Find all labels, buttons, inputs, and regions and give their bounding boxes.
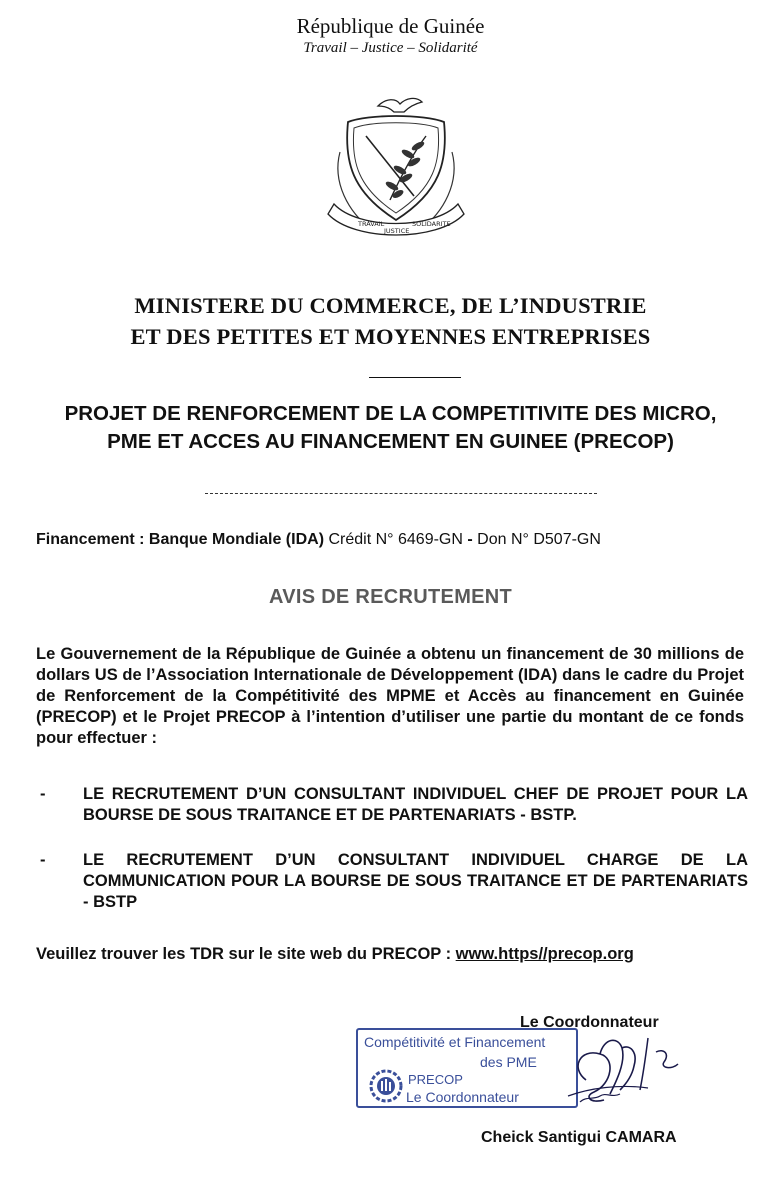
notice-intro: Le Gouvernement de la République de Guinée a obtenu un financement de 30 millions de dollars US de l’Association Internationale de Développement (IDA) dans le cadre du Projet de Renforcement de la Compétitivité des MPME et Accès au financement en Guinée (PRECOP) et le Projet PRECOP à l’intention d’utiliser une partie du montant de ce fonds pour effectuer : bbox=[36, 645, 744, 747]
ministry-line-1: MINISTERE DU COMMERCE, DE L’INDUSTRIE bbox=[134, 293, 647, 318]
ministry-line-2: ET DES PETITES ET MOYENNES ENTREPRISES bbox=[130, 324, 651, 349]
dashed-divider bbox=[205, 493, 597, 494]
official-stamp bbox=[356, 1028, 578, 1108]
list-item bbox=[40, 850, 748, 913]
project-heading bbox=[0, 400, 781, 456]
republic-heading: République de Guinée bbox=[296, 14, 485, 38]
list-dash: - bbox=[40, 851, 46, 869]
national-motto: Travail – Justice – Solidarité bbox=[303, 40, 478, 56]
svg-text:JUSTICE: JUSTICE bbox=[384, 227, 410, 235]
list-item-text: LE RECRUTEMENT D’UN CONSULTANT INDIVIDUEL CHARGE DE LA COMMUNICATION POUR LA BOURSE DE SOUS TRAITANCE ET DE PARTENARIATS - BSTP bbox=[83, 851, 748, 911]
svg-text:SOLIDARITE: SOLIDARITE bbox=[412, 220, 451, 228]
ministry-heading bbox=[0, 290, 781, 352]
svg-text:TRAVAIL: TRAVAIL bbox=[358, 220, 385, 228]
coat-of-arms-icon bbox=[318, 92, 474, 252]
financing-line bbox=[36, 531, 601, 549]
coordinator-title: Le Coordonnateur bbox=[520, 1014, 659, 1031]
tdr-text: Veuillez trouver les TDR sur le site web du PRECOP : bbox=[36, 945, 452, 963]
stamp-line-1: Compétitivité et Financement bbox=[364, 1034, 546, 1050]
list-item-text: LE RECRUTEMENT D’UN CONSULTANT INDIVIDUEL CHEF DE PROJET POUR LA BOURSE DE SOUS TRAITANCE ET DE PARTENARIATS - BSTP. bbox=[83, 785, 748, 824]
financing-label: Financement : Banque Mondiale (IDA) bbox=[36, 531, 325, 548]
stamp-line-4: Le Coordonnateur bbox=[406, 1089, 519, 1105]
precop-website-link[interactable]: www.https//precop.org bbox=[455, 945, 634, 963]
divider bbox=[369, 377, 461, 378]
handwritten-signature-icon bbox=[560, 1018, 700, 1128]
stamp-line-3: PRECOP bbox=[408, 1072, 463, 1087]
credit-number: Crédit N° 6469-GN bbox=[328, 531, 463, 548]
coordinator-name: Cheick Santigui CAMARA bbox=[481, 1129, 677, 1146]
list-item bbox=[40, 784, 748, 826]
tdr-line bbox=[36, 945, 634, 964]
project-line-1: PROJET DE RENFORCEMENT DE LA COMPETITIVITE DES MICRO, bbox=[64, 402, 717, 425]
notice-title: AVIS DE RECRUTEMENT bbox=[268, 586, 513, 608]
precop-logo-icon bbox=[368, 1068, 404, 1104]
list-dash: - bbox=[40, 785, 46, 803]
financing-separator: - bbox=[467, 531, 473, 548]
stamp-line-2: des PME bbox=[480, 1054, 537, 1070]
project-line-2: PME ET ACCES AU FINANCEMENT EN GUINEE (PRECOP) bbox=[107, 430, 674, 453]
don-number: Don N° D507-GN bbox=[477, 531, 601, 548]
